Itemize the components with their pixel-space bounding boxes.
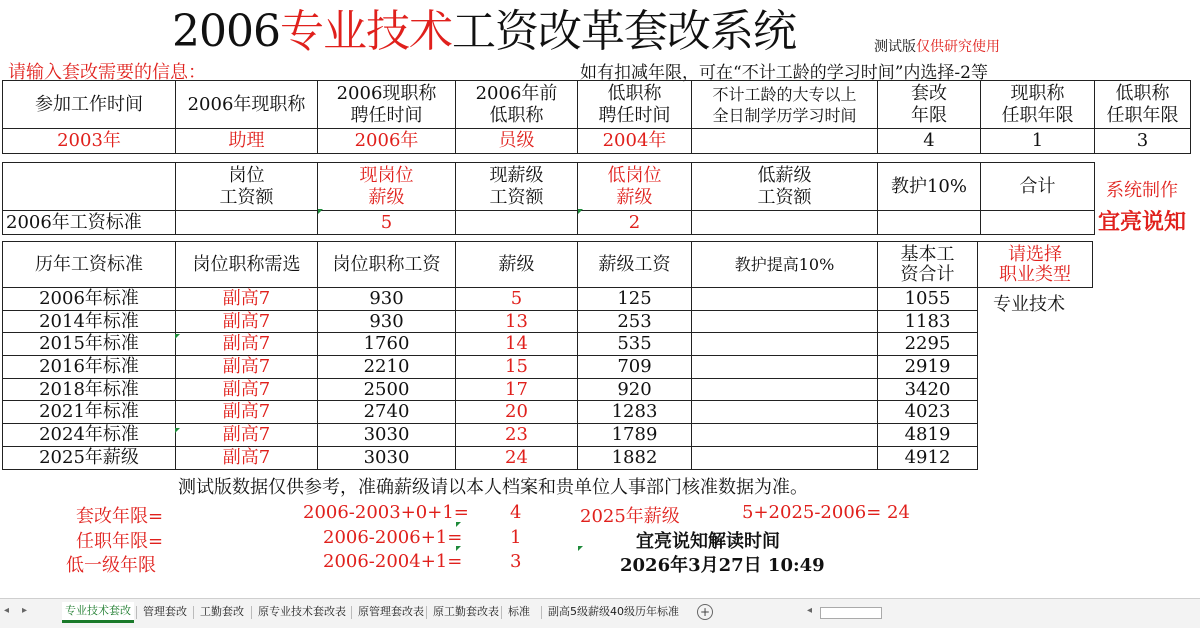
history-body (3, 288, 978, 470)
history-table (2, 241, 978, 470)
add-sheet-icon[interactable]: + (697, 604, 713, 620)
sheet-tab[interactable]: 标准 (508, 605, 530, 618)
history-nursing-raise (692, 356, 878, 379)
calc-year-label: 2025年薪级 (580, 506, 680, 527)
history-grade: 20 (456, 401, 578, 424)
history-row (3, 378, 978, 401)
standard-low-grade: 2 (578, 211, 692, 235)
history-nursing-raise (692, 446, 878, 469)
title-note (874, 36, 1000, 56)
header-low-title: 2006年前 低职称 (456, 81, 578, 129)
history-year-label: 2025年薪级 (3, 446, 176, 469)
history-year-label: 2014年标准 (3, 310, 176, 333)
header-join-date: 参加工作时间 (3, 81, 176, 129)
header-low-years: 低职称 任职年限 (1095, 81, 1191, 129)
current-years-cell: 1 (981, 129, 1095, 154)
history-year-label: 2016年标准 (3, 356, 176, 379)
history-title-pay: 2500 (318, 378, 456, 401)
title-highlight: 专业技术 (279, 6, 452, 57)
study-time-cell[interactable] (692, 129, 878, 154)
history-title-select[interactable]: 副高7 (176, 288, 318, 311)
hscroll-left-icon[interactable]: ◂ (807, 605, 813, 616)
tab-separator (351, 606, 352, 619)
join-date-cell[interactable]: 2003年 (3, 129, 176, 154)
history-basic-total: 4023 (878, 401, 978, 424)
header-current-grade-pay: 现薪级 工资额 (456, 163, 578, 211)
standard-header-blank (3, 163, 176, 211)
standard-current-grade: 5 (318, 211, 456, 235)
disclaimer: 测试版数据仅供参考，准确薪级请以本人档案和贵单位人事部门核准数据为准。 (178, 477, 808, 498)
header-sum: 合计 (981, 163, 1095, 211)
header-post-pay: 岗位 工资额 (176, 163, 318, 211)
history-grade: 15 (456, 356, 578, 379)
history-row (3, 446, 978, 469)
header-appoint-time: 2006现职称 聘任时间 (318, 81, 456, 129)
history-title-pay: 3030 (318, 424, 456, 447)
history-title-select[interactable]: 副高7 (176, 446, 318, 469)
history-basic-total: 1183 (878, 310, 978, 333)
standard-value-row (3, 211, 1095, 235)
header-reform-years: 套改 年限 (878, 81, 981, 129)
standard-row-label: 2006年工资标准 (3, 211, 176, 235)
cell-marker (456, 522, 461, 527)
history-basic-total: 3420 (878, 378, 978, 401)
history-title-pay: 1760 (318, 333, 456, 356)
title-rest: 工资改革套改系统 (451, 6, 796, 57)
cell-marker (318, 209, 323, 214)
standard-current-grade-pay (456, 211, 578, 235)
history-title-select[interactable]: 副高7 (176, 424, 318, 447)
made-by-label: 系统制作 (1106, 180, 1178, 201)
tab-separator (541, 606, 542, 619)
header-nursing-10: 教护10% (878, 163, 981, 211)
standard-table (2, 162, 1095, 235)
timestamp: 2026年3月27日 10:49 (620, 555, 825, 576)
history-row (3, 356, 978, 379)
reform-years-cell: 4 (878, 129, 981, 154)
calc-formula-low: 2006-2004+1= (323, 551, 463, 572)
history-grade-pay: 709 (578, 356, 692, 379)
history-title-select[interactable]: 副高7 (176, 333, 318, 356)
history-title-pay: 930 (318, 310, 456, 333)
history-grade-pay: 253 (578, 310, 692, 333)
calc-value-reform: 4 (510, 502, 522, 523)
history-title-pay: 2740 (318, 401, 456, 424)
low-title-cell[interactable]: 员级 (456, 129, 578, 154)
history-nursing-raise (692, 424, 878, 447)
interpret-time-label: 宜亮说知解读时间 (636, 531, 780, 552)
history-row (3, 288, 978, 311)
input-prompt: 请输入套改需要的信息： (8, 62, 206, 83)
history-year-label: 2024年标准 (3, 424, 176, 447)
history-grade: 5 (456, 288, 578, 311)
calc-value-low: 3 (510, 551, 522, 572)
sheet-tab[interactable]: 管理套改 (143, 605, 187, 618)
history-nursing-raise (692, 378, 878, 401)
job-type-box (977, 241, 1093, 288)
history-title-pay: 930 (318, 288, 456, 311)
history-header-row (3, 242, 978, 288)
history-grade: 24 (456, 446, 578, 469)
sheet-tab[interactable]: 原工勤套改表 (433, 605, 499, 618)
tab-separator (426, 606, 427, 619)
history-row (3, 401, 978, 424)
history-title-select[interactable]: 副高7 (176, 401, 318, 424)
header-history-standard: 历年工资标准 (3, 242, 176, 288)
sheet-tab[interactable]: 原专业技术套改表 (258, 605, 346, 618)
header-current-title: 2006年现职称 (176, 81, 318, 129)
note-research: 仅供研究使用 (916, 39, 1000, 55)
history-year-label: 2021年标准 (3, 401, 176, 424)
header-grade-pay: 薪级工资 (578, 242, 692, 288)
history-grade-pay: 535 (578, 333, 692, 356)
history-basic-total: 4912 (878, 446, 978, 469)
header-study-time: 不计工龄的大专以上 全日制学历学习时间 (692, 81, 878, 129)
history-title-pay: 3030 (318, 446, 456, 469)
input-value-row (3, 129, 1191, 154)
calc-label-tenure: 任职年限= (76, 531, 164, 552)
calc-formula-tenure: 2006-2006+1= (323, 527, 463, 548)
tab-separator (193, 606, 194, 619)
cell-marker (175, 334, 180, 339)
tab-separator (136, 606, 137, 619)
job-type-value[interactable]: 专业技术 (993, 294, 1065, 315)
history-title-select[interactable]: 副高7 (176, 378, 318, 401)
sheet-tab[interactable]: 原管理套改表 (358, 605, 424, 618)
history-basic-total: 2919 (878, 356, 978, 379)
history-grade-pay: 1882 (578, 446, 692, 469)
header-basic-total: 基本工 资合计 (878, 242, 978, 288)
horizontal-scrollbar[interactable] (820, 607, 882, 619)
header-grade: 薪级 (456, 242, 578, 288)
history-grade: 23 (456, 424, 578, 447)
history-row (3, 333, 978, 356)
input-table (2, 80, 1191, 154)
history-nursing-raise (692, 310, 878, 333)
calc-label-low: 低一级年限 (66, 555, 156, 576)
history-row (3, 424, 978, 447)
history-grade-pay: 1283 (578, 401, 692, 424)
header-current-grade: 现岗位 薪级 (318, 163, 456, 211)
history-row (3, 310, 978, 333)
standard-header-row (3, 163, 1095, 211)
calc-value-tenure: 1 (510, 527, 522, 548)
low-appoint-cell[interactable]: 2004年 (578, 129, 692, 154)
cell-marker (578, 546, 583, 551)
select-job-type-label: 请选择 职业类型 (978, 242, 1093, 288)
calc-label-reform: 套改年限= (76, 506, 164, 527)
title-year: 2006 (172, 6, 280, 57)
author-label: 宜亮说知 (1098, 209, 1187, 235)
calc-formula-reform: 2006-2003+0+1= (303, 502, 469, 523)
header-title-select: 岗位职称需选 (176, 242, 318, 288)
standard-post-pay (176, 211, 318, 235)
sheet-tab[interactable]: 工勤套改 (200, 605, 244, 618)
standard-sum (981, 211, 1095, 235)
input-header-row (3, 81, 1191, 129)
history-nursing-raise (692, 288, 878, 311)
history-grade: 13 (456, 310, 578, 333)
history-basic-total: 2295 (878, 333, 978, 356)
header-low-appoint: 低职称 聘任时间 (578, 81, 692, 129)
header-current-years: 现职称 任职年限 (981, 81, 1095, 129)
cell-marker (175, 428, 180, 433)
tab-separator (251, 606, 252, 619)
header-low-grade-pay: 低薪级 工资额 (692, 163, 878, 211)
history-nursing-raise (692, 333, 878, 356)
standard-low-grade-pay (692, 211, 878, 235)
history-grade-pay: 125 (578, 288, 692, 311)
cell-marker (456, 546, 461, 551)
history-grade-pay: 920 (578, 378, 692, 401)
sheet-tab[interactable]: 副高5级薪级40级历年标准 (548, 605, 679, 618)
history-title-select[interactable]: 副高7 (176, 310, 318, 333)
history-year-label: 2018年标准 (3, 378, 176, 401)
history-grade-pay: 1789 (578, 424, 692, 447)
history-title-pay: 2210 (318, 356, 456, 379)
deduction-hint: 如有扣减年限，可在“不计工龄的学习时间”内选择-2等 (580, 63, 988, 83)
sheet-tab-bar (0, 598, 1200, 628)
cell-marker (578, 209, 583, 214)
history-basic-total: 1055 (878, 288, 978, 311)
history-year-label: 2015年标准 (3, 333, 176, 356)
sheet-tab[interactable]: 专业技术套改 (62, 602, 134, 623)
history-title-select[interactable]: 副高7 (176, 356, 318, 379)
history-nursing-raise (692, 401, 878, 424)
tab-scroll-right-icon[interactable]: ▸ (22, 605, 28, 616)
note-test: 测试版 (874, 39, 916, 55)
current-title-cell[interactable]: 助理 (176, 129, 318, 154)
page-title (172, 6, 796, 58)
low-years-cell: 3 (1095, 129, 1191, 154)
history-basic-total: 4819 (878, 424, 978, 447)
header-title-pay: 岗位职称工资 (318, 242, 456, 288)
standard-nursing (878, 211, 981, 235)
header-nursing-raise: 教护提高10% (692, 242, 878, 288)
history-year-label: 2006年标准 (3, 288, 176, 311)
history-grade: 14 (456, 333, 578, 356)
tab-separator (501, 606, 502, 619)
header-low-grade: 低岗位 薪级 (578, 163, 692, 211)
history-grade: 17 (456, 378, 578, 401)
calc-grade-expression: 5+2025-2006= 24 (742, 502, 910, 523)
tab-scroll-left-icon[interactable]: ◂ (4, 605, 10, 616)
appoint-time-cell[interactable]: 2006年 (318, 129, 456, 154)
